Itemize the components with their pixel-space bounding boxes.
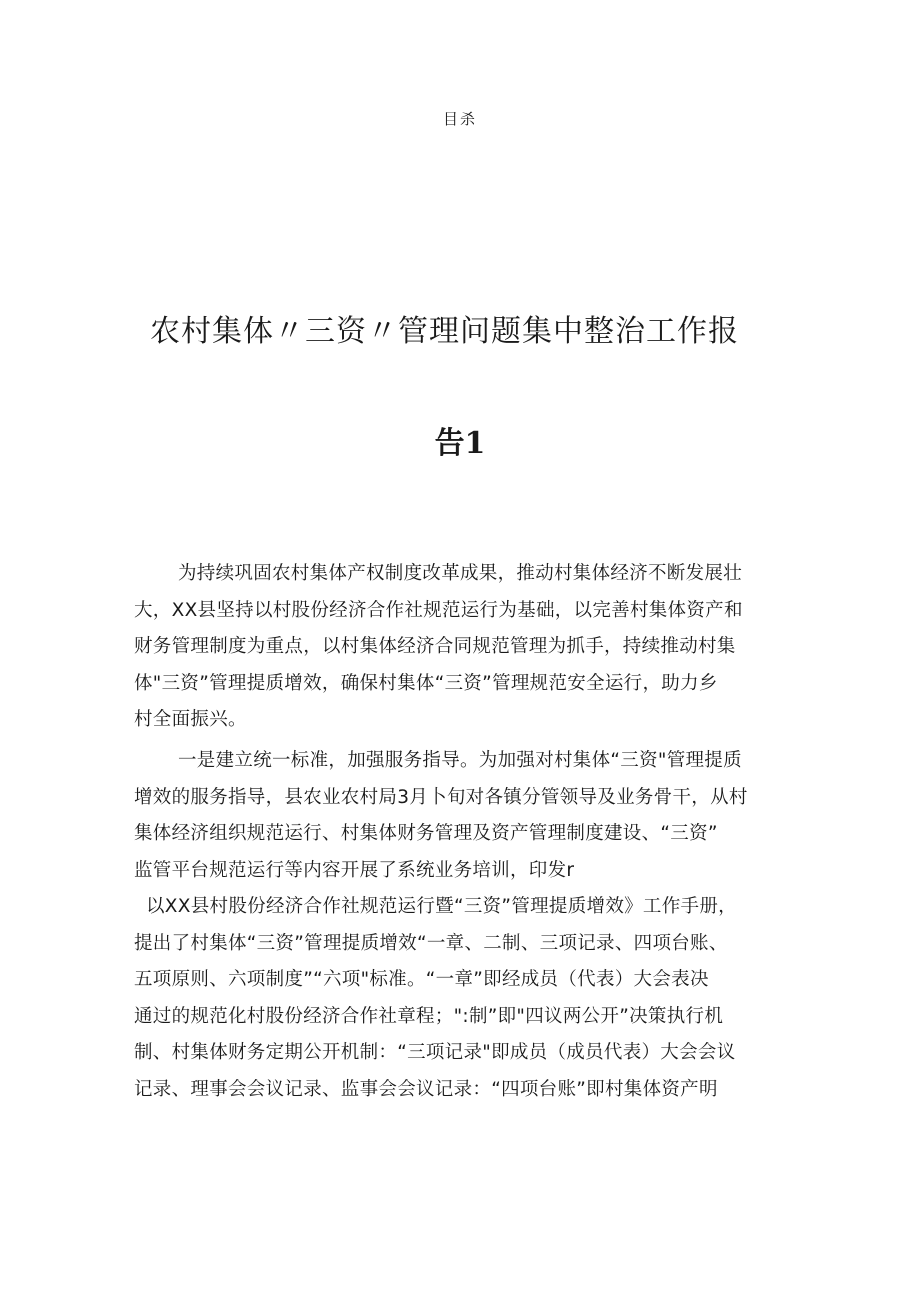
paragraph-intro — [134, 556, 794, 739]
text-line: 增效的服务指导，县农业农村局3月卜旬对各镇分管领导及业务骨干，从村 — [134, 786, 748, 808]
text-line: 财务管理制度为重点，以村集体经济合同规范管理为抓手，持续推动村集 — [134, 636, 736, 657]
text-line: 提出了村集体“三资”管理提质增效“一章、二制、三项记录、四项台账、 — [134, 932, 728, 954]
text-line: 一是建立统一标准，加强服务指导。为加强对村集体“三资"管理提质 — [178, 750, 742, 771]
text-line: 集体经济组织规范运行、村集体财务管理及资产管理制度建设、“三资” — [134, 823, 718, 844]
text-line: 记录、理事会会议记录、监事会会议记录：“四项台账”即村集体资产明 — [134, 1078, 718, 1100]
document-title-line-1: 农村集体〃三资〃管理问题集中整治工作报 — [150, 314, 739, 349]
document-title-line-2: 告1 — [434, 426, 486, 461]
toc-label: 目杀 — [442, 110, 477, 128]
text-line: 大，XX县坚持以村股份经济合作社规范运行为基础，以完善村集体资产和 — [134, 599, 743, 621]
text-line: 通过的规范化村股份经济合作社章程；":制”即"四议两公开”决策执行机 — [134, 1005, 724, 1027]
text-line: 五项原则、六项制度”“六项"标准。“一章”即经成员（代表）大会表决 — [134, 969, 709, 990]
text-line: 村全面振兴。 — [134, 709, 247, 730]
text-line: 以XX县村股份经济合作社规范运行暨“三资”管理提质增效》工作手册， — [146, 896, 737, 917]
text-line: 为持续巩固农村集体产权制度改革成果，推动村集体经济不断发展壮 — [178, 563, 743, 584]
text-line: 体"三资”管理提质增效，确保村集体“三资”管理规范安全运行，助力乡 — [134, 672, 718, 694]
paragraph-standards — [134, 743, 794, 1108]
text-line: 制、村集体财务定期公开机制：“三项记录"即成员（成员代表）大会会议 — [134, 1042, 736, 1063]
text-line: 监管平台规范运行等内容开展了系统业务培训，印发r — [134, 859, 575, 881]
